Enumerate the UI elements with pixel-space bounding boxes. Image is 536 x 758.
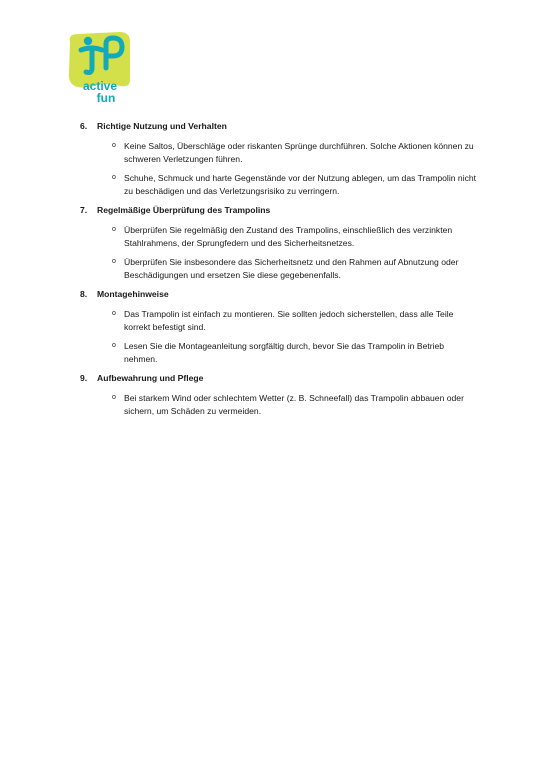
circle-bullet-icon: o: [112, 258, 116, 265]
section-6: [80, 120, 480, 197]
section-number: 8.: [80, 289, 88, 299]
list-item: [80, 140, 480, 165]
list-item: [80, 256, 480, 281]
circle-bullet-icon: o: [112, 142, 116, 149]
section-title: Richtige Nutzung und Verhalten: [97, 121, 227, 131]
circle-bullet-icon: o: [112, 310, 116, 317]
section-heading: [80, 120, 480, 132]
bullet-text: Schuhe, Schmuck und harte Gegenstände vor der Nutzung ablegen, um das Trampolin nicht zu beschädigen und das Verletzungsrisiko zu verringern.: [124, 173, 477, 196]
active-fun-logo: [64, 28, 136, 110]
circle-bullet-icon: o: [112, 342, 116, 349]
section-9: [80, 372, 480, 417]
list-item: [80, 172, 480, 197]
section-title: Regelmäßige Überprüfung des Trampolins: [97, 205, 271, 215]
section-heading: [80, 288, 480, 300]
section-number: 7.: [80, 205, 88, 215]
list-item: [80, 392, 480, 417]
document-content: [80, 120, 480, 424]
section-8: [80, 288, 480, 365]
logo-wordmark-active: active: [82, 79, 118, 93]
bullet-text: Überprüfen Sie insbesondere das Sicherheitsnetz und den Rahmen auf Abnutzung oder Beschädigungen und ersetzen Sie diese gegebenenfalls.: [124, 257, 459, 280]
circle-bullet-icon: o: [112, 226, 116, 233]
section-title: Aufbewahrung und Pflege: [97, 373, 204, 383]
section-number: 9.: [80, 373, 88, 383]
section-heading: [80, 204, 480, 216]
bullet-list: [80, 140, 480, 197]
logo-wordmark-fun: fun: [96, 91, 116, 105]
list-item: [80, 308, 480, 333]
bullet-text: Überprüfen Sie regelmäßig den Zustand des Trampolins, einschließlich des verzinkten Stahlrahmens, der Sprungfedern und des Sicherheitsnetzes.: [124, 225, 453, 248]
circle-bullet-icon: o: [112, 394, 116, 401]
section-title: Montagehinweise: [97, 289, 169, 299]
section-number: 6.: [80, 121, 88, 131]
bullet-list: [80, 308, 480, 365]
list-item: [80, 340, 480, 365]
section-heading: [80, 372, 480, 384]
section-7: [80, 204, 480, 281]
bullet-text: Das Trampolin ist einfach zu montieren. Sie sollten jedoch sicherstellen, dass alle Teile korrekt befestigt sind.: [124, 309, 454, 332]
bullet-text: Keine Saltos, Überschläge oder riskanten Sprünge durchführen. Solche Aktionen können zu schweren Verletzungen führen.: [124, 141, 474, 164]
logo-figure-head: [84, 37, 92, 45]
bullet-text: Lesen Sie die Montageanleitung sorgfältig durch, bevor Sie das Trampolin in Betrieb nehmen.: [124, 341, 445, 364]
circle-bullet-icon: o: [112, 174, 116, 181]
list-item: [80, 224, 480, 249]
bullet-text: Bei starkem Wind oder schlechtem Wetter (z. B. Schneefall) das Trampolin abbauen oder sichern, um Schäden zu vermeiden.: [124, 393, 464, 416]
bullet-list: [80, 224, 480, 281]
bullet-list: [80, 392, 480, 417]
